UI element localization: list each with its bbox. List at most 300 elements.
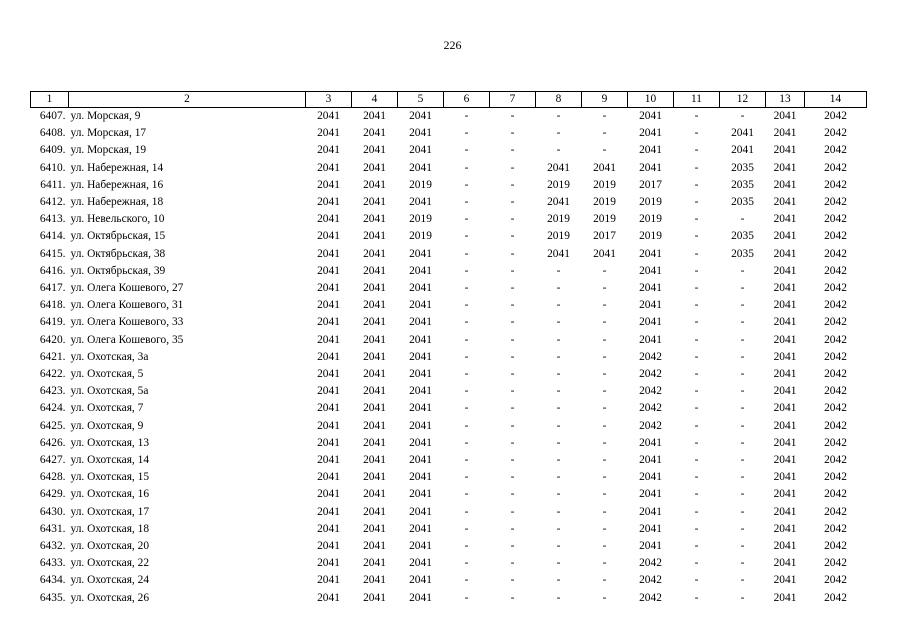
year-cell: - xyxy=(510,161,515,174)
year-cell: 2041 xyxy=(409,488,432,501)
year-cell: - xyxy=(510,282,515,295)
year-cell: - xyxy=(510,264,515,277)
year-cell: 2041 xyxy=(363,196,386,209)
year-cell: 2041 xyxy=(317,196,340,209)
year-cell: 2042 xyxy=(824,144,847,157)
year-cell: 2041 xyxy=(773,488,797,501)
year-cell: - xyxy=(602,110,607,122)
address-cell: ул. Охотская, 14 xyxy=(70,454,150,467)
address-cell: ул. Охотская, 5а xyxy=(70,385,149,398)
year-cell: 2041 xyxy=(317,488,340,501)
year-cell: 2041 xyxy=(317,350,340,363)
year-cell: 2041 xyxy=(409,316,432,329)
row-number: 6415. xyxy=(39,247,66,260)
row-number: 6426. xyxy=(39,436,66,449)
year-cell: 2042 xyxy=(824,196,847,209)
table-row xyxy=(31,452,867,469)
row-number: 6410. xyxy=(39,161,66,174)
year-cell: 2042 xyxy=(639,574,662,587)
year-cell: 2041 xyxy=(409,247,432,260)
column-header-13: 13 xyxy=(766,92,805,108)
row-number: 6411. xyxy=(40,178,66,191)
year-cell: - xyxy=(740,299,745,312)
year-cell: 2041 xyxy=(409,574,432,587)
year-cell: - xyxy=(464,333,469,346)
year-cell: 2042 xyxy=(639,385,662,398)
address-cell: ул. Охотская, 17 xyxy=(70,505,150,518)
year-cell: - xyxy=(556,540,561,553)
year-cell: - xyxy=(602,368,607,381)
year-cell: - xyxy=(740,557,745,570)
year-cell: 2019 xyxy=(409,230,432,243)
year-cell: - xyxy=(464,127,469,140)
row-number: 6421. xyxy=(39,350,66,363)
year-cell: - xyxy=(464,591,469,604)
year-cell: 2041 xyxy=(363,505,386,518)
table-row xyxy=(31,194,867,211)
year-cell: - xyxy=(694,591,699,604)
column-header-6: 6 xyxy=(444,92,490,108)
year-cell: - xyxy=(740,264,745,277)
year-cell: - xyxy=(740,471,745,484)
year-cell: - xyxy=(602,350,607,363)
year-cell: 2041 xyxy=(363,540,386,553)
year-cell: 2042 xyxy=(824,385,847,398)
year-cell: 2017 xyxy=(593,230,616,243)
year-cell: 2035 xyxy=(731,178,754,191)
year-cell: 2041 xyxy=(317,127,340,140)
year-cell: - xyxy=(694,505,699,518)
year-cell: 2041 xyxy=(409,419,432,432)
year-cell: 2041 xyxy=(773,213,797,226)
year-cell: - xyxy=(510,488,515,501)
schedule-table xyxy=(30,91,867,607)
year-cell: 2041 xyxy=(409,454,432,467)
year-cell: 2041 xyxy=(773,385,797,398)
year-cell: - xyxy=(464,282,469,295)
year-cell: - xyxy=(556,419,561,432)
year-cell: - xyxy=(740,385,745,398)
year-cell: - xyxy=(602,316,607,329)
year-cell: 2019 xyxy=(639,213,662,226)
year-cell: 2042 xyxy=(639,419,662,432)
year-cell: 2019 xyxy=(639,196,662,209)
year-cell: 2041 xyxy=(363,230,386,243)
year-cell: - xyxy=(602,436,607,449)
address-cell: ул. Набережная, 18 xyxy=(70,196,164,209)
page-number: 226 xyxy=(443,38,462,52)
table-row xyxy=(31,177,867,194)
row-number: 6422. xyxy=(39,368,66,381)
table-row xyxy=(31,572,867,589)
column-header-12: 12 xyxy=(720,92,766,108)
year-cell: 2041 xyxy=(317,436,340,449)
column-header-3: 3 xyxy=(306,92,352,108)
column-header-8: 8 xyxy=(536,92,582,108)
year-cell: 2041 xyxy=(409,368,432,381)
year-cell: 2041 xyxy=(639,247,662,260)
address-cell: ул. Морская, 9 xyxy=(70,110,141,122)
year-cell: 2041 xyxy=(317,385,340,398)
year-cell: 2042 xyxy=(824,127,847,140)
year-cell: - xyxy=(694,471,699,484)
year-cell: 2041 xyxy=(317,110,340,122)
year-cell: - xyxy=(464,436,469,449)
address-cell: ул. Охотская, 20 xyxy=(70,540,150,553)
year-cell: 2041 xyxy=(363,350,386,363)
address-cell: ул. Олега Кошевого, 31 xyxy=(70,299,184,312)
address-cell: ул. Охотская, 3а xyxy=(70,350,149,363)
year-cell: - xyxy=(556,557,561,570)
year-cell: - xyxy=(510,557,515,570)
year-cell: 2019 xyxy=(547,178,570,191)
year-cell: 2042 xyxy=(824,540,847,553)
year-cell: - xyxy=(510,127,515,140)
year-cell: 2042 xyxy=(824,454,847,467)
year-cell: 2041 xyxy=(639,161,662,174)
year-cell: 2041 xyxy=(773,350,797,363)
row-number: 6430. xyxy=(39,505,66,518)
year-cell: - xyxy=(556,127,561,140)
table-row xyxy=(31,142,867,159)
year-cell: - xyxy=(510,178,515,191)
year-cell: - xyxy=(740,591,745,604)
row-number: 6413. xyxy=(39,213,66,226)
year-cell: 2041 xyxy=(547,247,570,260)
year-cell: - xyxy=(602,505,607,518)
year-cell: - xyxy=(510,247,515,260)
year-cell: - xyxy=(694,436,699,449)
row-number: 6434. xyxy=(39,574,66,587)
year-cell: 2035 xyxy=(731,196,754,209)
row-number: 6425. xyxy=(39,419,66,432)
year-cell: - xyxy=(510,230,515,243)
address-cell: ул. Охотская, 7 xyxy=(70,402,144,415)
year-cell: - xyxy=(694,282,699,295)
address-cell: ул. Охотская, 22 xyxy=(70,557,150,570)
table-row xyxy=(31,263,867,280)
year-cell: 2041 xyxy=(409,161,432,174)
year-cell: 2041 xyxy=(409,127,432,140)
year-cell: - xyxy=(556,385,561,398)
column-header-4: 4 xyxy=(352,92,398,108)
year-cell: 2041 xyxy=(639,505,662,518)
year-cell: 2041 xyxy=(409,402,432,415)
year-cell: 2041 xyxy=(317,591,340,604)
year-cell: 2041 xyxy=(363,161,386,174)
year-cell: 2041 xyxy=(639,299,662,312)
year-cell: 2042 xyxy=(639,557,662,570)
year-cell: 2041 xyxy=(773,264,797,277)
year-cell: 2041 xyxy=(773,316,797,329)
row-number: 6414. xyxy=(39,230,66,243)
address-cell: ул. Набережная, 16 xyxy=(70,178,164,191)
row-number: 6433. xyxy=(39,557,66,570)
year-cell: 2041 xyxy=(773,282,797,295)
year-cell: 2042 xyxy=(824,282,847,295)
year-cell: - xyxy=(694,299,699,312)
year-cell: - xyxy=(602,264,607,277)
year-cell: 2041 xyxy=(773,540,797,553)
year-cell: - xyxy=(556,402,561,415)
year-cell: 2041 xyxy=(363,144,386,157)
year-cell: 2042 xyxy=(824,230,847,243)
table-row xyxy=(31,590,867,607)
year-cell: 2041 xyxy=(409,540,432,553)
year-cell: - xyxy=(694,540,699,553)
year-cell: 2041 xyxy=(409,522,432,535)
year-cell: - xyxy=(694,316,699,329)
table-row xyxy=(31,332,867,349)
column-header-10: 10 xyxy=(628,92,674,108)
year-cell: 2041 xyxy=(317,419,340,432)
row-number: 6419. xyxy=(39,316,66,329)
year-cell: - xyxy=(694,110,699,122)
year-cell: 2041 xyxy=(363,178,386,191)
year-cell: - xyxy=(602,385,607,398)
year-cell: 2041 xyxy=(363,368,386,381)
table-row xyxy=(31,349,867,366)
year-cell: 2041 xyxy=(317,557,340,570)
row-number: 6409. xyxy=(39,144,66,157)
row-number: 6431. xyxy=(39,522,66,535)
year-cell: - xyxy=(556,144,561,157)
year-cell: 2041 xyxy=(363,471,386,484)
year-cell: - xyxy=(464,471,469,484)
year-cell: - xyxy=(556,574,561,587)
year-cell: - xyxy=(510,385,515,398)
year-cell: 2041 xyxy=(317,454,340,467)
table-header xyxy=(31,92,867,108)
year-cell: 2041 xyxy=(409,196,432,209)
year-cell: - xyxy=(602,454,607,467)
year-cell: 2041 xyxy=(317,144,340,157)
year-cell: 2041 xyxy=(773,247,797,260)
year-cell: - xyxy=(556,522,561,535)
year-cell: - xyxy=(464,161,469,174)
year-cell: 2041 xyxy=(409,557,432,570)
year-cell: 2041 xyxy=(317,213,340,226)
year-cell: 2041 xyxy=(409,264,432,277)
year-cell: 2041 xyxy=(409,333,432,346)
address-cell: ул. Набережная, 14 xyxy=(70,161,164,174)
address-cell: ул. Олега Кошевого, 33 xyxy=(70,316,184,329)
table-row xyxy=(31,521,867,538)
year-cell: - xyxy=(556,505,561,518)
year-cell: - xyxy=(464,144,469,157)
year-cell: 2041 xyxy=(363,557,386,570)
year-cell: - xyxy=(602,333,607,346)
year-cell: 2041 xyxy=(731,127,754,140)
year-cell: 2042 xyxy=(824,178,847,191)
address-cell: ул. Невельского, 10 xyxy=(70,213,165,226)
year-cell: - xyxy=(556,436,561,449)
year-cell: - xyxy=(464,196,469,209)
year-cell: 2041 xyxy=(363,436,386,449)
year-cell: - xyxy=(510,522,515,535)
year-cell: - xyxy=(464,488,469,501)
year-cell: 2042 xyxy=(824,316,847,329)
year-cell: - xyxy=(602,557,607,570)
year-cell: - xyxy=(740,574,745,587)
year-cell: 2041 xyxy=(639,471,662,484)
year-cell: 2041 xyxy=(363,110,386,122)
year-cell: 2042 xyxy=(824,522,847,535)
column-header-1: 1 xyxy=(31,92,69,108)
address-cell: ул. Охотская, 15 xyxy=(70,471,150,484)
year-cell: - xyxy=(694,264,699,277)
year-cell: 2019 xyxy=(593,213,616,226)
address-cell: ул. Охотская, 5 xyxy=(70,368,144,381)
table-row xyxy=(31,108,867,126)
year-cell: 2041 xyxy=(317,316,340,329)
year-cell: - xyxy=(602,144,607,157)
header-row xyxy=(31,92,867,108)
year-cell: 2041 xyxy=(547,161,570,174)
year-cell: - xyxy=(464,540,469,553)
year-cell: - xyxy=(694,574,699,587)
row-number: 6416. xyxy=(39,264,66,277)
year-cell: - xyxy=(510,471,515,484)
year-cell: 2041 xyxy=(317,247,340,260)
year-cell: - xyxy=(464,402,469,415)
row-number: 6417. xyxy=(39,282,66,295)
year-cell: - xyxy=(510,196,515,209)
year-cell: 2042 xyxy=(639,591,662,604)
year-cell: - xyxy=(464,299,469,312)
table-row xyxy=(31,383,867,400)
year-cell: 2042 xyxy=(824,402,847,415)
table-row xyxy=(31,555,867,572)
year-cell: - xyxy=(464,419,469,432)
year-cell: 2041 xyxy=(317,402,340,415)
year-cell: 2041 xyxy=(547,196,570,209)
year-cell: 2041 xyxy=(773,333,797,346)
year-cell: - xyxy=(602,471,607,484)
row-number: 6432. xyxy=(39,540,66,553)
year-cell: - xyxy=(464,213,469,226)
year-cell: - xyxy=(464,264,469,277)
year-cell: - xyxy=(740,333,745,346)
year-cell: 2041 xyxy=(317,161,340,174)
year-cell: 2042 xyxy=(824,505,847,518)
year-cell: - xyxy=(602,591,607,604)
year-cell: 2042 xyxy=(824,436,847,449)
year-cell: 2041 xyxy=(363,282,386,295)
year-cell: 2042 xyxy=(824,488,847,501)
year-cell: 2041 xyxy=(363,591,386,604)
row-number: 6435. xyxy=(39,591,66,604)
year-cell: 2041 xyxy=(363,316,386,329)
table-row xyxy=(31,504,867,521)
year-cell: 2041 xyxy=(639,436,662,449)
year-cell: 2041 xyxy=(773,402,797,415)
year-cell: 2019 xyxy=(409,213,432,226)
year-cell: - xyxy=(602,540,607,553)
year-cell: 2041 xyxy=(409,505,432,518)
year-cell: - xyxy=(694,161,699,174)
year-cell: - xyxy=(694,178,699,191)
year-cell: 2041 xyxy=(363,264,386,277)
year-cell: - xyxy=(740,350,745,363)
row-number: 6429. xyxy=(39,488,66,501)
column-header-2: 2 xyxy=(69,92,306,108)
year-cell: 2035 xyxy=(731,247,754,260)
year-cell: - xyxy=(602,574,607,587)
table-body xyxy=(31,108,867,607)
year-cell: - xyxy=(556,282,561,295)
year-cell: 2035 xyxy=(731,230,754,243)
year-cell: 2041 xyxy=(639,127,662,140)
table-row xyxy=(31,314,867,331)
year-cell: - xyxy=(510,574,515,587)
year-cell: 2042 xyxy=(824,591,847,604)
year-cell: 2041 xyxy=(773,419,797,432)
year-cell: 2019 xyxy=(593,178,616,191)
row-number: 6427. xyxy=(39,454,66,467)
year-cell: - xyxy=(602,299,607,312)
table-row xyxy=(31,400,867,417)
year-cell: 2041 xyxy=(773,196,797,209)
year-cell: 2041 xyxy=(639,110,662,122)
year-cell: - xyxy=(740,402,745,415)
year-cell: - xyxy=(740,213,745,226)
year-cell: - xyxy=(740,522,745,535)
year-cell: 2041 xyxy=(363,419,386,432)
year-cell: - xyxy=(602,402,607,415)
column-header-11: 11 xyxy=(674,92,720,108)
year-cell: 2041 xyxy=(317,299,340,312)
year-cell: 2041 xyxy=(773,574,797,587)
year-cell: 2041 xyxy=(773,454,797,467)
row-number: 6407. xyxy=(39,110,66,122)
address-cell: ул. Октябрьская, 38 xyxy=(70,247,166,260)
table-row xyxy=(31,280,867,297)
year-cell: 2041 xyxy=(363,333,386,346)
year-cell: - xyxy=(556,333,561,346)
year-cell: 2041 xyxy=(409,591,432,604)
year-cell: 2042 xyxy=(824,419,847,432)
year-cell: 2041 xyxy=(639,522,662,535)
year-cell: 2041 xyxy=(639,282,662,295)
year-cell: 2041 xyxy=(409,144,432,157)
column-header-14: 14 xyxy=(805,92,867,108)
year-cell: 2041 xyxy=(317,368,340,381)
table-row xyxy=(31,486,867,503)
year-cell: - xyxy=(510,299,515,312)
year-cell: 2042 xyxy=(824,368,847,381)
year-cell: - xyxy=(694,333,699,346)
year-cell: 2041 xyxy=(773,178,797,191)
year-cell: 2041 xyxy=(363,522,386,535)
year-cell: - xyxy=(602,282,607,295)
year-cell: 2041 xyxy=(317,471,340,484)
year-cell: - xyxy=(602,488,607,501)
year-cell: - xyxy=(510,333,515,346)
year-cell: - xyxy=(464,316,469,329)
year-cell: 2041 xyxy=(363,402,386,415)
year-cell: - xyxy=(740,540,745,553)
table-row xyxy=(31,538,867,555)
year-cell: - xyxy=(740,436,745,449)
address-cell: ул. Охотская, 18 xyxy=(70,522,150,535)
year-cell: 2042 xyxy=(824,161,847,174)
year-cell: 2041 xyxy=(773,161,797,174)
year-cell: - xyxy=(464,368,469,381)
year-cell: 2042 xyxy=(824,110,847,122)
row-number: 6420. xyxy=(39,333,66,346)
year-cell: 2041 xyxy=(773,144,797,157)
